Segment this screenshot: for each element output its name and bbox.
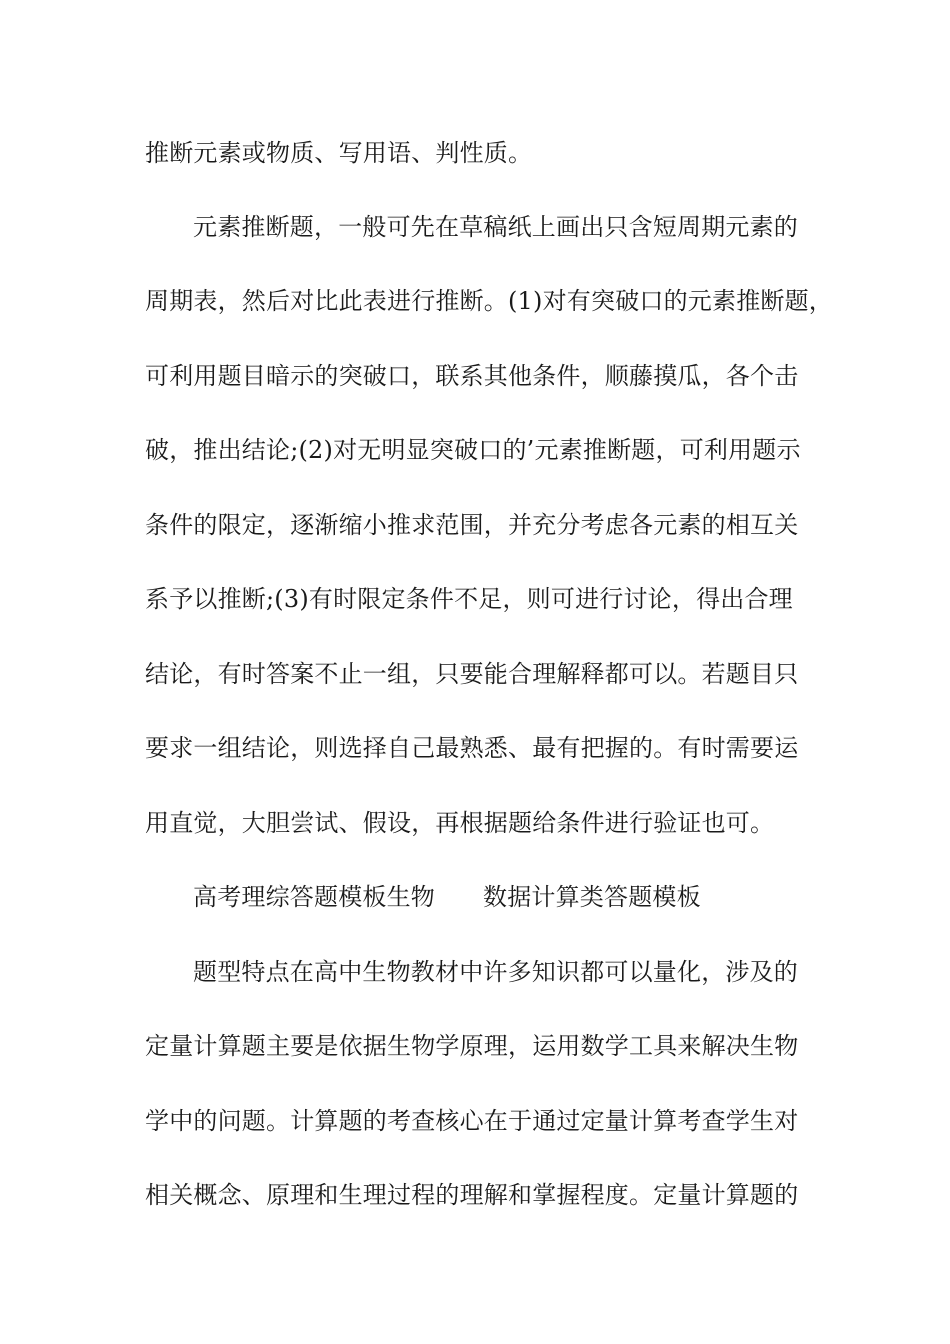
paragraph-start-line: 元素推断题，一般可先在草稿纸上画出只含短周期元素的	[193, 213, 798, 241]
paragraph-start-line: 题型特点在高中生物教材中许多知识都可以量化，涉及的	[193, 958, 798, 986]
text-line: 相关概念、原理和生理过程的理解和掌握程度。定量计算题的	[145, 1181, 799, 1209]
heading-left: 高考理综答题模板生物	[193, 883, 435, 911]
text-line: 结论，有时答案不止一组，只要能合理解释都可以。若题目只	[145, 660, 799, 688]
text-line: 系予以推断;(3)有时限定条件不足，则可进行讨论，得出合理	[145, 585, 793, 613]
text-line: 条件的限定，逐渐缩小推求范围，并充分考虑各元素的相互关	[145, 511, 799, 539]
text-line: 定量计算题主要是依据生物学原理，运用数学工具来解决生物	[145, 1032, 799, 1060]
text-line: 用直觉，大胆尝试、假设，再根据题给条件进行验证也可。	[145, 809, 775, 837]
text-line: 学中的问题。计算题的考查核心在于通过定量计算考查学生对	[145, 1107, 799, 1135]
text-line: 推断元素或物质、写用语、判性质。	[145, 139, 533, 167]
text-line: 周期表，然后对比此表进行推断。(1)对有突破口的元素推断题，	[145, 287, 833, 315]
text-line: 破，推出结论;(2)对无明显突破口的’元素推断题，可利用题示	[145, 436, 801, 464]
heading-right: 数据计算类答题模板	[483, 883, 701, 911]
text-line: 可利用题目暗示的突破口，联系其他条件，顺藤摸瓜，各个击	[145, 362, 799, 390]
text-line: 要求一组结论，则选择自己最熟悉、最有把握的。有时需要运	[145, 734, 799, 762]
section-heading	[193, 882, 701, 912]
